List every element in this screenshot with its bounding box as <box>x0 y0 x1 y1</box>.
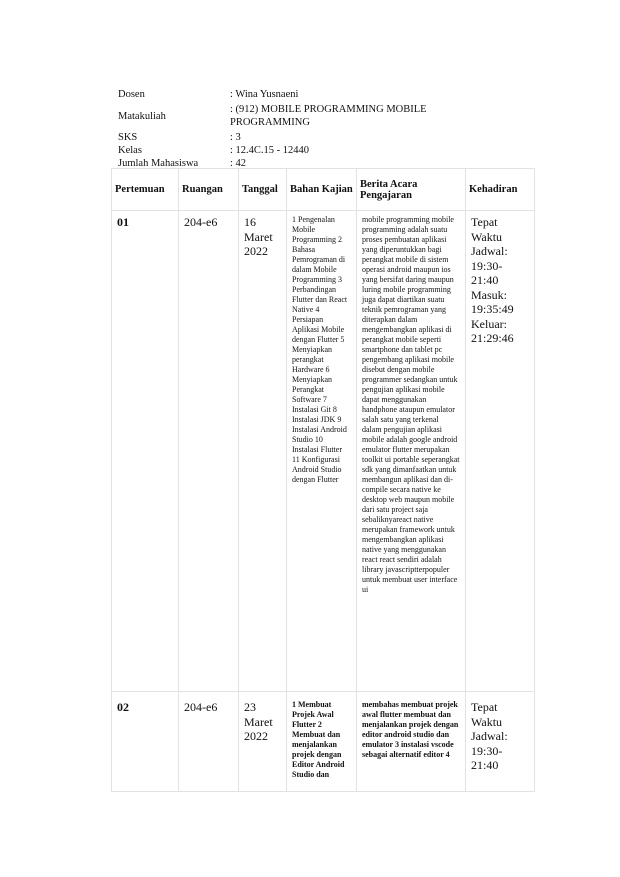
header-ruangan: Ruangan <box>179 169 239 211</box>
info-matakuliah <box>118 103 460 129</box>
cell-kehadiran: Tepat Waktu Jadwal: 19:30-21:40 <box>466 692 535 792</box>
cell-kehadiran: Tepat Waktu Jadwal: 19:30-21:40 Masuk: 19:35:49 Keluar: 21:29:46 <box>466 211 535 692</box>
header-berita-acara: Berita Acara Pengajaran <box>357 169 466 211</box>
sks-value: : 3 <box>230 132 241 143</box>
cell-tanggal: 23 Maret 2022 <box>239 692 287 792</box>
dosen-value: : Wina Yusnaeni <box>230 89 299 100</box>
cell-tanggal: 16 Maret 2022 <box>239 211 287 692</box>
jumlah-label: Jumlah Mahasiswa <box>118 158 199 169</box>
table-row <box>112 692 535 792</box>
cell-pertemuan: 01 <box>112 211 179 692</box>
cell-berita-acara: mobile programming mobile programming adalah suatu proses pembuatan aplikasi yang diperuntukkan bagi perangkat mobile di sistem operasi android maupun ios yang bersifat daring maupun luring mobile programming juga dapat diartikan suatu teknik pemrograman yang diterapkan dalam mengembangkan aplikasi di perangkat mobile seperti smartphone dan tablet pc pengembang aplikasi mobile disebut dengan mobile programmer sedangkan untuk pengujian aplikasi mobile dapat menggunakan handphone ataupun emulator salah satu yang terkenal dalam pengujian aplikasi mobile adalah google android emulator flutter merupakan toolkit ui portable seperangkat sdk yang dimanfaatkan untuk membangun aplikasi dan di-compile secara native ke desktop web maupun mobile dari satu project saja sebaliknyareact native merupakan framework untuk mengembangkan aplikasi native yang menggunakan react react sendiri adalah library javascriptterpopuler untuk membuat user interface ui <box>357 211 466 692</box>
header-bahan-kajian: Bahan Kajian <box>287 169 357 211</box>
cell-pertemuan: 02 <box>112 692 179 792</box>
table-header-row <box>112 169 535 211</box>
cell-bahan-kajian: 1 Membuat Projek Awal Flutter 2 Membuat dan menjalankan projek dengan Editor Android Studio dan <box>287 692 357 792</box>
header-tanggal: Tanggal <box>239 169 287 211</box>
sks-label: SKS <box>118 132 138 143</box>
attendance-table <box>111 168 535 792</box>
cell-ruangan: 204-e6 <box>179 692 239 792</box>
header-kehadiran: Kehadiran <box>466 169 535 211</box>
kelas-label: Kelas <box>118 145 142 156</box>
table-row <box>112 211 535 692</box>
info-sks <box>118 131 460 144</box>
jumlah-value: : 42 <box>230 158 247 169</box>
info-kelas <box>118 144 460 157</box>
cell-ruangan: 204-e6 <box>179 211 239 692</box>
cell-bahan-kajian: 1 Pengenalan Mobile Programming 2 Bahasa Pemrograman di dalam Mobile Programming 3 Perbandingan Flutter dan React Native 4 Persiapan Aplikasi Mobile dengan Flutter 5 Menyiapkan perangkat Hardware 6 Menyiapkan Perangkat Software 7 Instalasi Git 8 Instalasi JDK 9 Instalasi Android Studio 10 Instalasi Flutter 11 Konfigurasi Android Studio dengan Flutter <box>287 211 357 692</box>
matakuliah-value: : (912) MOBILE PROGRAMMING MOBILE PROGRAMMING <box>230 104 427 128</box>
course-info <box>118 88 460 170</box>
header-pertemuan: Pertemuan <box>112 169 179 211</box>
dosen-label: Dosen <box>118 89 145 100</box>
info-dosen <box>118 88 460 101</box>
cell-berita-acara: membahas membuat projek awal flutter membuat dan menjalankan projek dengan editor android studio dan emulator 3 instalasi vscode sebagai alternatif editor 4 <box>357 692 466 792</box>
kelas-value: : 12.4C.15 - 12440 <box>230 145 310 156</box>
matakuliah-label: Matakuliah <box>118 111 166 122</box>
